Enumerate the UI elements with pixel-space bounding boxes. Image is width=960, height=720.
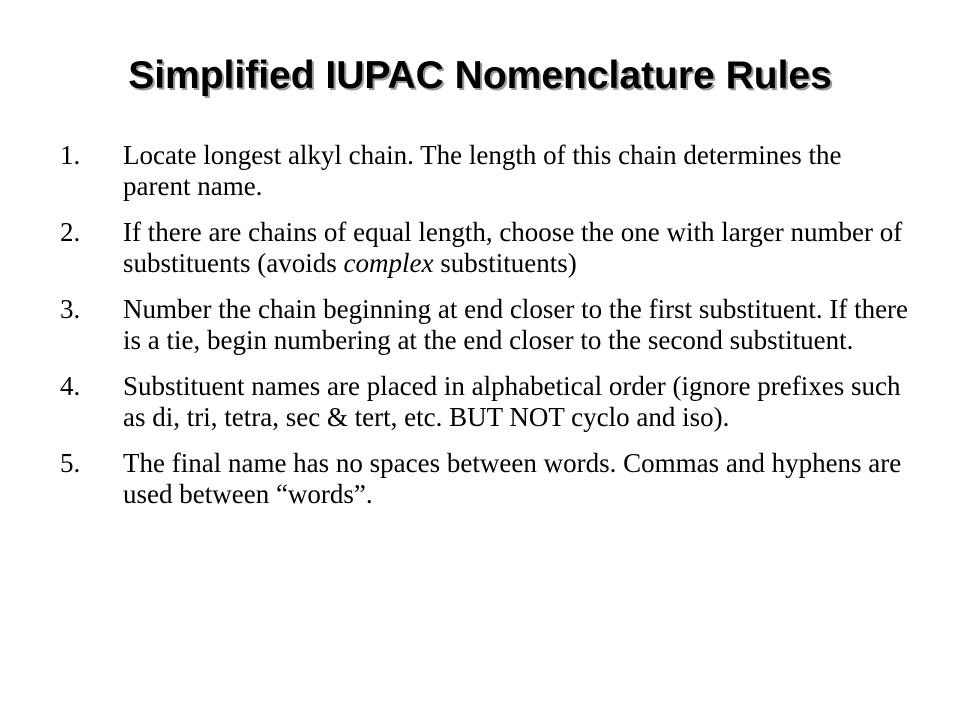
rule-text xyxy=(123,217,913,279)
rule-text: Substituent names are placed in alphabetical order (ignore prefixes such as di, tri, tetra, sec & tert, etc. BUT NOT cyclo and iso). xyxy=(123,371,901,432)
rule-item-3 xyxy=(60,294,920,356)
rule-text-end: substituents) xyxy=(433,248,577,278)
rule-text-emphasis: complex xyxy=(343,248,434,278)
rule-number: 1. xyxy=(60,140,81,170)
rule-text-start: If there are chains of equal length, choose the one with larger number of substituents (avoids xyxy=(123,217,903,278)
rule-number: 3. xyxy=(60,294,81,324)
rule-number: 5. xyxy=(60,448,81,478)
rule-text: Number the chain beginning at end closer to the first substituent. If there is a tie, begin numbering at the end closer to the second substituent. xyxy=(123,294,909,355)
rule-text: Locate longest alkyl chain. The length of this chain determines the parent name. xyxy=(123,140,842,201)
rule-number: 4. xyxy=(60,371,81,401)
rule-item-5 xyxy=(60,448,920,510)
slide-title: Simplified IUPAC Nomenclature Rules xyxy=(128,54,832,97)
rules-list xyxy=(60,140,920,525)
rule-number: 2. xyxy=(60,217,81,247)
rule-item-2 xyxy=(60,217,920,279)
rule-item-4 xyxy=(60,371,920,433)
rule-item-1 xyxy=(60,140,920,202)
rule-text: The final name has no spaces between words. Commas and hyphens are used between “words”. xyxy=(123,448,902,509)
